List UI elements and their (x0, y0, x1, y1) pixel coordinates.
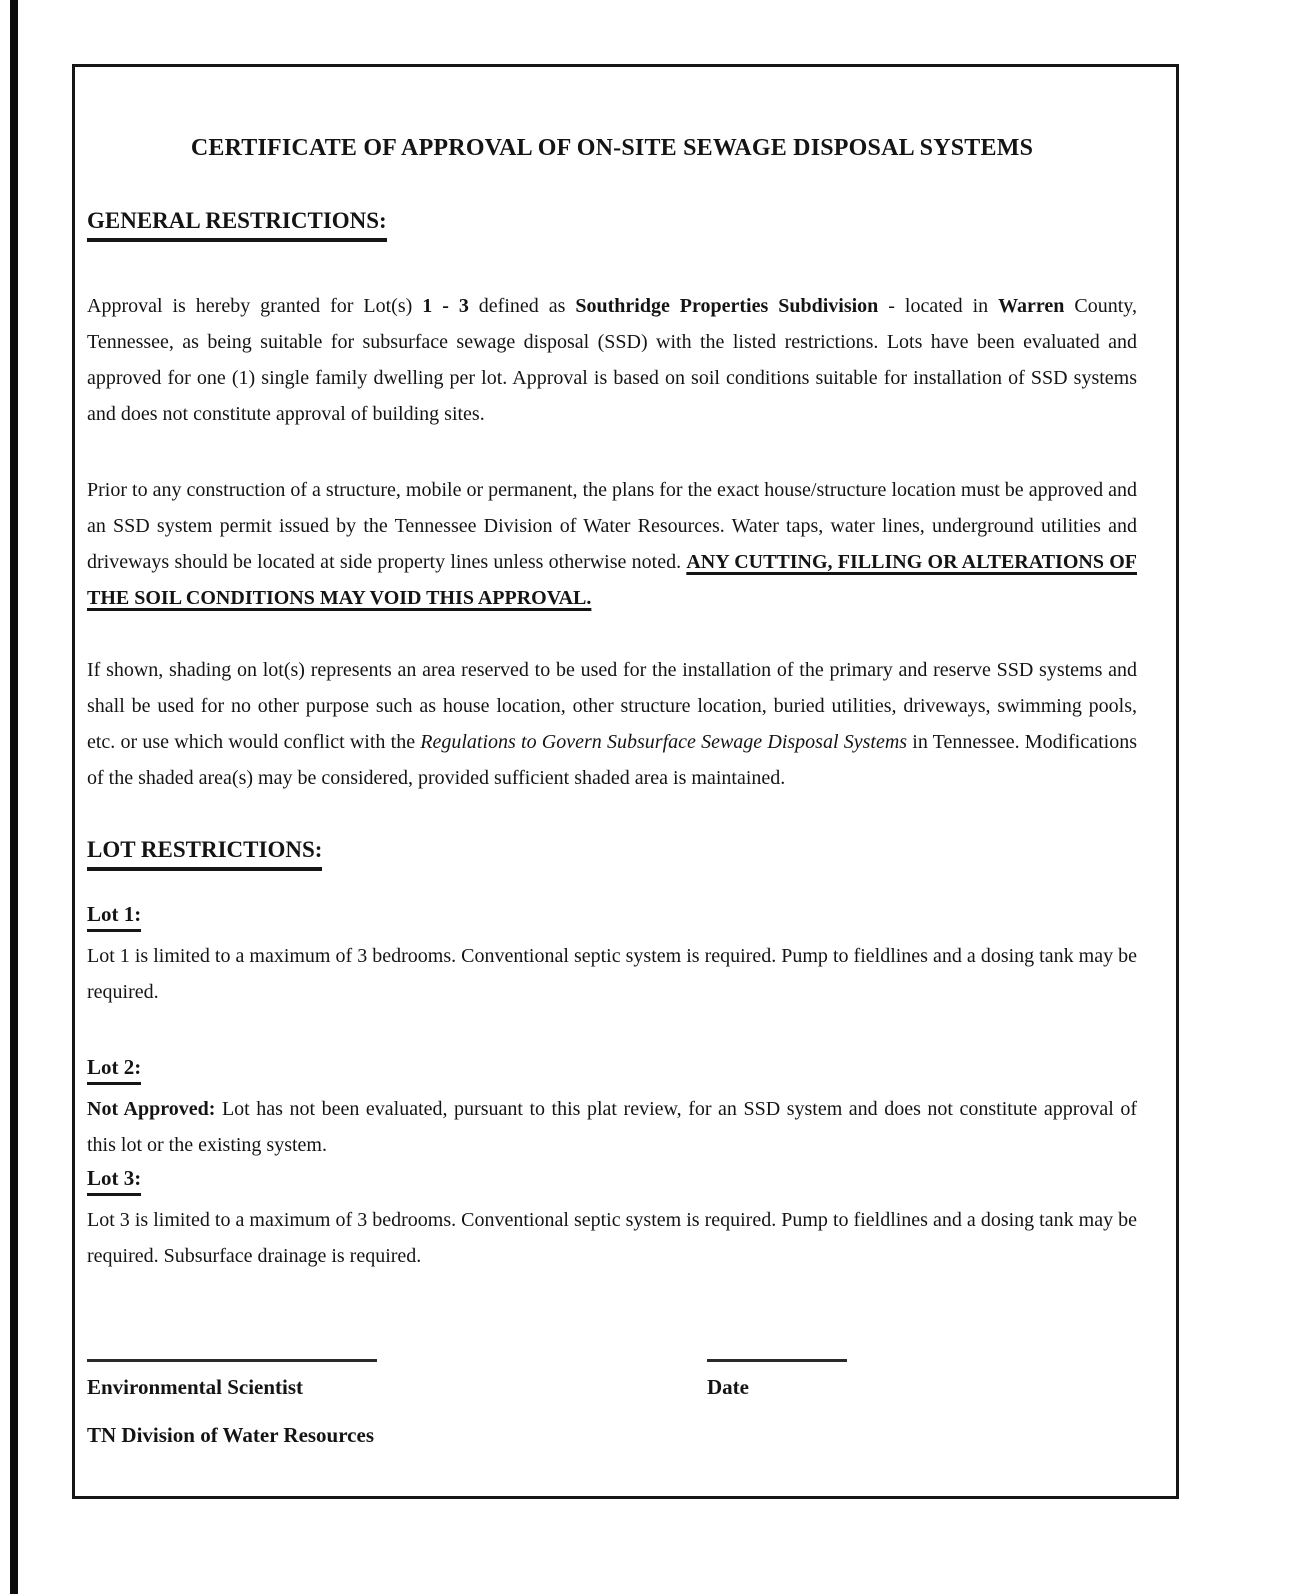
scientist-signature-block (87, 1359, 707, 1448)
lot2-restriction-body: Lot has not been evaluated, pursuant to this plat review, for an SSD system and does not constitute approval of this lot or the existing system. (87, 1098, 1138, 1156)
lot3-heading (87, 1165, 1137, 1196)
approval-paragraph (87, 288, 1137, 432)
scientist-signature-label: Environmental Scientist (87, 1375, 304, 1399)
lot3-restriction-text: Lot 3 is limited to a maximum of 3 bedrooms. Conventional septic system is required. Pump to fieldlines and a dosing tank may be required. Subsurface drainage is required. (87, 1209, 1137, 1267)
approval-text-4: County, Tennessee, as being suitable for subsurface sewage disposal (SSD) with the listed restrictions. Lots have been evaluated and approved for one (1) single family dwelling per lot. Approval is based on soil conditions suitable for installation of SSD systems and does not constitute approval of building sites. (87, 295, 1137, 425)
scan-edge-artifact (10, 0, 18, 1594)
date-signature-block (707, 1359, 1137, 1400)
scientist-signature-line (87, 1359, 377, 1362)
approval-text-2: defined as (468, 295, 576, 317)
certificate-content (87, 67, 1137, 1448)
general-restrictions-heading (87, 207, 1137, 242)
lot-numbers: 1 - 3 (422, 295, 469, 317)
signature-section (87, 1359, 1137, 1448)
approval-text-1: Approval is hereby granted for Lot(s) (87, 295, 423, 317)
lot1-heading (87, 901, 1137, 932)
lot-restrictions-heading-text: LOT RESTRICTIONS: (87, 836, 322, 871)
lot-restrictions-heading (87, 836, 1137, 871)
approval-text-3: - located in (878, 295, 999, 317)
shading-text-2: in Tennessee. Modifications of the shaded area(s) may be considered, provided sufficient shaded area is maintained. (87, 731, 1137, 789)
division-label: TN Division of Water Resources (87, 1423, 374, 1447)
lot1-heading-text: Lot 1: (87, 901, 141, 932)
regulations-title: Regulations to Govern Subsurface Sewage Disposal Systems (420, 731, 908, 753)
shading-paragraph (87, 652, 1137, 796)
construction-text: Prior to any construction of a structure, mobile or permanent, the plans for the exact house/structure location must be approved and an SSD system permit issued by the Tennessee Division of Water Resources. Water taps, water lines, underground utilities and driveways should be located at side property lines unless otherwise noted. (87, 479, 1137, 573)
lot1-restriction-text: Lot 1 is limited to a maximum of 3 bedrooms. Conventional septic system is required. Pump to fieldlines and a dosing tank may be required. (87, 945, 1137, 1003)
construction-paragraph (87, 472, 1137, 616)
subdivision-name: Southridge Properties Subdivision (575, 295, 879, 317)
lot2-restriction-text (87, 1091, 1137, 1163)
not-approved-label: Not Approved: (87, 1098, 216, 1120)
lot2-heading (87, 1054, 1137, 1085)
county-name: Warren (998, 295, 1065, 317)
general-restrictions-heading-text: GENERAL RESTRICTIONS: (87, 207, 387, 242)
certificate-frame (72, 64, 1179, 1499)
lot3-heading-text: Lot 3: (87, 1165, 141, 1196)
soil-warning-text: ANY CUTTING, FILLING OR ALTERATIONS OF THE SOIL CONDITIONS MAY VOID THIS APPROVAL. (87, 551, 1137, 609)
lot2-heading-text: Lot 2: (87, 1054, 141, 1085)
date-label: Date (707, 1375, 749, 1399)
shading-text-1: If shown, shading on lot(s) represents an area reserved to be used for the installation of the primary and reserve SSD systems and shall be used for no other purpose such as house location, other structure location, buried utilities, driveways, swimming pools, etc. or use which would conflict with the (87, 659, 1137, 753)
certificate-title: CERTIFICATE OF APPROVAL OF ON-SITE SEWAGE DISPOSAL SYSTEMS (190, 135, 1034, 161)
date-line (707, 1359, 847, 1362)
